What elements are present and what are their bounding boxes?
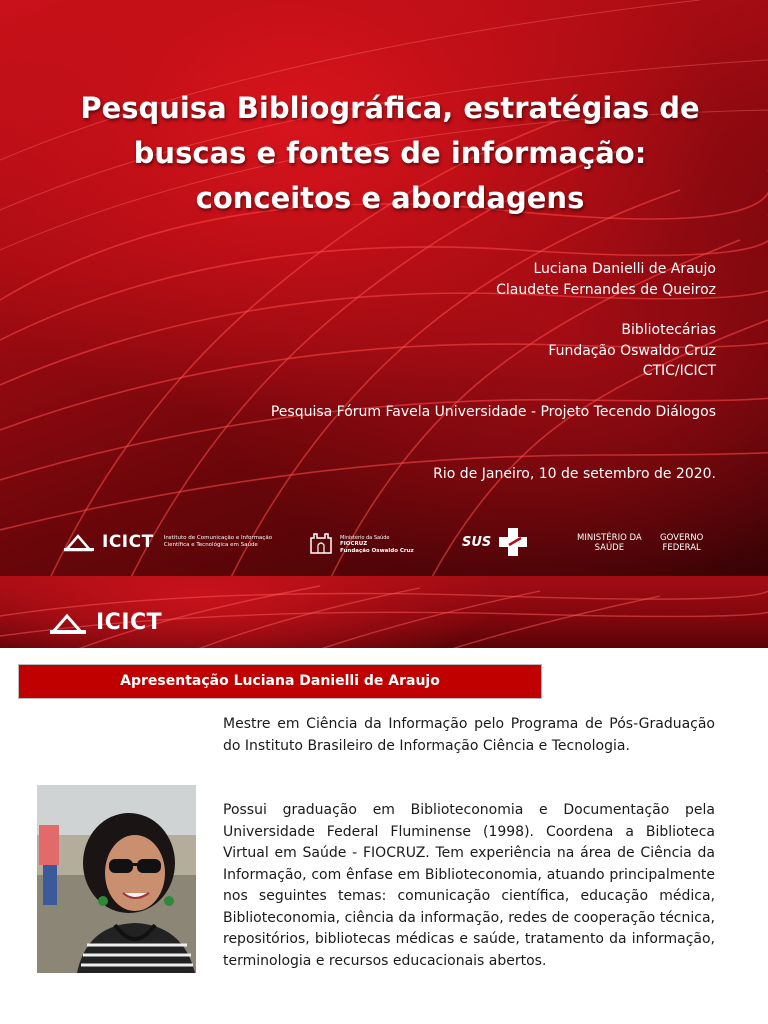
icict-logo [64, 532, 279, 552]
profile-photo [37, 785, 196, 973]
author-name: Luciana Danielli de Araujo [533, 261, 716, 277]
title-line: buscas e fontes de informação: [133, 136, 647, 170]
castle-icon [308, 528, 334, 554]
sus-logo [462, 526, 529, 558]
ministerio-saude-logo [577, 533, 642, 553]
presentation-slide [0, 576, 768, 1024]
sus-logo-text: SUS [462, 534, 492, 550]
affiliation-line: Bibliotecárias [621, 322, 716, 338]
profile-photo-illustration [37, 785, 196, 973]
icict-logo-text: ICICT [96, 610, 163, 635]
authors-block [116, 259, 716, 300]
governo-line: FEDERAL [662, 543, 701, 553]
icict-mark-icon [50, 611, 90, 635]
date-line: Rio de Janeiro, 10 de setembro de 2020. [433, 466, 716, 482]
governo-federal-logo [660, 533, 703, 553]
title-line: Pesquisa Bibliográfica, estratégias de [80, 91, 700, 125]
affiliation-line: CTIC/ICICT [642, 363, 716, 379]
title-line: conceitos e abordagens [195, 181, 585, 215]
icict-logo [50, 610, 162, 635]
bio-paragraph-education: Mestre em Ciência da Informação pelo Programa de Pós-Graduação do Instituto Brasileiro de Informação Ciência e Tecnologia. [223, 716, 715, 754]
affiliation-block [116, 320, 716, 382]
slide-header-banner [0, 576, 768, 648]
icict-logo-subtitle: Instituto de Comunicação e Informação Científica e Tecnológica em Saúde [163, 535, 273, 548]
icict-logo-text: ICICT [102, 532, 154, 552]
logos-strip [0, 516, 768, 576]
section-heading: Apresentação Luciana Danielli de Araujo [18, 664, 542, 699]
ministerio-line: SAÚDE [594, 543, 625, 553]
fiocruz-logo [308, 528, 414, 554]
bio-paragraph-experience: Possui graduação em Biblioteconomia e Documentação pela Universidade Federal Fluminense (1998). Coordena a Biblioteca Virtual em Saúde - FIOCRUZ. Tem experiência na área de Ciência da Informação, com ênfase em Biblioteconomia, atuando principalmente nos seguintes temas: comunicação científica, educação médica, Biblioteconomia, ciência da informação, redes de cooperação técnica, repositórios, bibliotecas médicas e saúde, tratamento da informação, terminologia e recursos educacionais abertos. [223, 802, 715, 969]
fiocruz-subtitle: Fundação Oswaldo Cruz [340, 547, 414, 554]
fiocruz-top-text: Ministério da Saúde [340, 534, 390, 541]
ministerio-line: MINISTÉRIO DA [577, 533, 642, 543]
slide-title [60, 86, 720, 221]
icict-mark-icon [64, 532, 96, 552]
governo-line: GOVERNO [660, 533, 704, 543]
fiocruz-name: FIOCRUZ [340, 541, 368, 547]
cross-icon [497, 526, 529, 558]
affiliation-line: Fundação Oswaldo Cruz [548, 342, 716, 359]
project-line: Pesquisa Fórum Favela Universidade - Projeto Tecendo Diálogos [270, 404, 716, 420]
author-name: Claudete Fernandes de Queiroz [496, 281, 716, 298]
